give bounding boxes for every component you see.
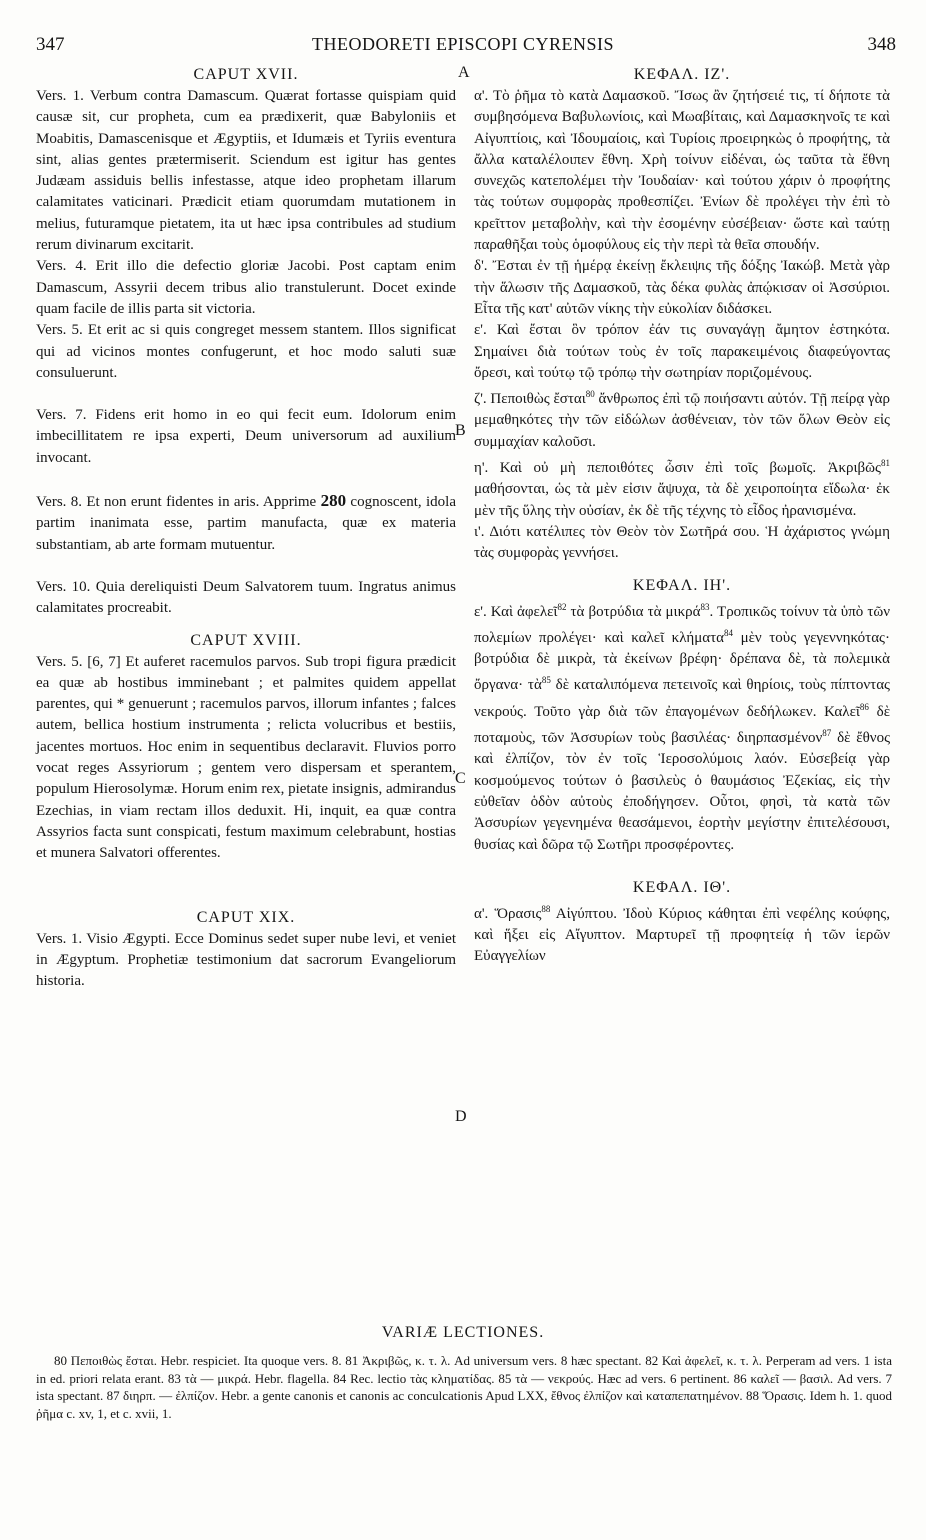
caput-17-heading: CAPUT XVII. — [193, 66, 299, 83]
margin-letter-c: C — [455, 770, 466, 787]
latin-paragraph-part: cognoscent, idola partim inanimata esse, partim manufacta, quæ ex materia substantiam, ab arte formam mutuentur. — [36, 494, 456, 553]
greek-paragraph: δ'. Ἔσται ἐν τῇ ἡμέρᾳ ἐκείνῃ ἔκλειψις τῆς δόξης Ἰακώβ. Μετὰ γὰρ τὴν ἅλωσιν τῆς Δαμασκοῦ, τὰς δέκα φυλὰς ἀπῴκισαν οἱ Ἀσσύριοι. Εἶτα τῆς κατ' αὐτῶν νίκης τὴν εὐκολίαν διδάσκει. — [474, 258, 890, 317]
greek-paragraph-part: τὰ βοτρύδια τὰ μικρά — [570, 603, 701, 620]
footnote-ref: 85 — [541, 675, 551, 686]
page-header — [0, 34, 926, 62]
greek-paragraph: ε'. Καὶ ἔσται ὃν τρόπον ἐάν τις συναγάγῃ ἄμητον ἑστηκότα. Σημαίνει διὰ τούτων τοὺς ἐν τοῖς παρακειμένοις διαφεύγοντας ὄρεσι, καὶ τούτῳ τῷ τρόπῳ τὴν σωτηρίαν ποριζομένους. — [474, 322, 890, 381]
greek-paragraph: ι'. Διότι κατέλιπες τὸν Θεὸν τὸν Σωτῆρά σου. Ἡ ἀχάριστος γνώμη τὰς συμφορὰς γεννήσει. — [474, 523, 890, 562]
greek-paragraph-part: δὲ ποταμοὺς, τῶν Ἀσσυρίων τοὺς βασιλέας· διηρπασμένον — [474, 703, 890, 747]
margin-letter-b: B — [455, 422, 466, 439]
latin-column — [36, 64, 456, 992]
kephal-17-heading: ΚΕΦΑΛ. ΙΖ'. — [633, 66, 731, 83]
greek-paragraph-part: η'. Καὶ οὐ μὴ πεποιθότες ὦσιν ἐπὶ τοῖς βωμοῖς. Ἀκριβῶς — [474, 460, 881, 477]
greek-paragraph-part: ἄνθρωπος ἐπὶ τῷ ποιήσαντι αὐτόν. Τῇ πείρᾳ γὰρ μεμαθηκότες τὴν τῶν εἰδώλων ἀσθένειαν, τὸν τῶν ὅλων Θεὸν εἰς συμμαχίαν καλοῦσι. — [474, 391, 891, 450]
greek-paragraph-part: Αἰγύπτου. Ἰδοὺ Κύριος κάθηται ἐπὶ νεφέλης κούφης, καὶ ἥξει εἰς Αἴγυπτον. Μαρτυρεῖ τῇ προφητείᾳ ἡ τῶν ἱερῶν Εὐαγγελίων — [474, 905, 890, 965]
footnote-ref: 82 — [557, 601, 567, 612]
page-number-left: 347 — [36, 34, 65, 55]
greek-paragraph-part: μὲν τοὺς γεγεννηκότας· βοτρύδια δὲ μικρὰ, τὰ ἐκείνων βρέφη· δρέπανα δὲ, τὰ πολεμικὰ ὄργανα· τὰ — [474, 629, 890, 694]
latin-paragraph: Vers. 5. Et erit ac si quis congreget messem stantem. Illos significat qui ad vicinos montes confugerunt, et hoc modo saluti suæ consuluerunt. — [36, 322, 456, 381]
footnote-ref: 86 — [859, 701, 869, 712]
greek-paragraph-part: . Τροπικῶς τοίνυν τὰ ὑπὸ τῶν πολεμίων προλέγει· καὶ καλεῖ κλήματα — [474, 603, 891, 646]
margin-letter-a: A — [458, 64, 470, 81]
footnote-ref: 84 — [724, 627, 733, 638]
latin-paragraph: Vers. 10. Quia dereliquisti Deum Salvatorem tuum. Ingratus animus calamitates procreabit. — [36, 578, 456, 617]
greek-paragraph — [474, 597, 890, 856]
kephal-18-heading: ΚΕΦΑΛ. ΙΗ'. — [632, 576, 732, 594]
footnote-ref: 80 — [585, 389, 595, 400]
variae-lectiones — [36, 1352, 892, 1422]
running-title: THEODORETI EPISCOPI CYRENSIS — [311, 34, 615, 54]
migne-column-number: 280 — [320, 491, 347, 511]
greek-paragraph-part: ε'. Καὶ ἀφελεῖ — [474, 603, 558, 620]
greek-paragraph-part: μαθήσονται, ὡς τὰ μὲν εἰσιν ἄψυχα, τὰ δὲ χειροποίητα εἴδωλα· ἐκ μὲν τῆς ὕλης τὴν οὐσίαν, ἐκ δὲ τῆς τέχνης τὸ εἶδος ἠρανισμένα. — [474, 481, 890, 519]
footnote-ref: 81 — [881, 458, 890, 469]
page-number-right: 348 — [867, 34, 896, 55]
latin-paragraph-part: Vers. 8. Et non erunt fidentes in aris. Apprime — [36, 494, 317, 511]
footnote-ref: 83 — [700, 601, 710, 612]
latin-paragraph: Vers. 1. Verbum contra Damascum. Quærat fortasse quispiam quid causæ sit, cur propheta, cum ea prædixerit, quæ Babyloniis et Moabitis, Damascenisque et Ægyptiis, et Idumæis et Tyriis eventura sint, alias gentes prætermiserit. Sciendum est igitur has gentes Judæam assiduis bellis infestasse, atque ideo prophetam illarum calamitates vaticinari. Prædicit etiam quorumdam mutationem in melius, futuramque pietatem, ita ut hæc ipsa contribules ad studium rerum divinarum excitarit. — [36, 88, 456, 254]
latin-paragraph: Vers. 7. Fidens erit homo in eo qui fecit eum. Idolorum enim imbecillitatem re ipsa experti, Deum universorum ad auxilium invocant. — [36, 407, 456, 466]
footnote-ref: 88 — [541, 903, 551, 914]
greek-paragraph — [474, 453, 890, 522]
latin-paragraph: Vers. 1. Visio Ægypti. Ecce Dominus sedet super nube levi, et veniet in Ægyptum. Prophetiæ testimonium dat sacrorum Evangeliorum historia. — [36, 930, 456, 990]
caput-18-heading: CAPUT XVIII. — [190, 631, 302, 649]
greek-paragraph — [474, 384, 890, 453]
greek-paragraph-part: δὲ καταλιπόμενα πετεινοῖς καὶ θηρίοις, τοὺς πίπτοντας νεκρούς. Τοῦτο γὰρ διὰ τῶν ἐπαγομένων δεδήλωκεν. Καλεῖ — [474, 677, 890, 720]
caput-19-heading: CAPUT XIX. — [196, 908, 296, 926]
greek-column — [474, 64, 890, 968]
greek-paragraph-part: δὲ ἔθνος καὶ ἐλπίζον, τὸν ἐν τοῖς Ἱεροσολύμοις λαόν. Εὐσεβείᾳ γὰρ κοσμούμενος τούτων ὁ βασιλεὺς ὁ θαυμάσιος Ἐζεκίας, εἰς τὴν εὐθεῖαν ὁδὸν αὐτοὺς ἐποδήγησεν. Οὗτοι, φησὶ, τὰ κατὰ τῶν Ἀσσυρίων γεγενημένα θεασάμενοι, ἑορτὴν μεγίστην ἐπιτελέσουσι, θυσίας καὶ δῶρα τῷ Σωτῆρι προσφέροντες. — [474, 730, 891, 853]
latin-paragraph — [36, 490, 456, 556]
margin-letter-d: D — [455, 1108, 467, 1125]
greek-paragraph — [474, 899, 890, 968]
greek-paragraph: α'. Τὸ ῥῆμα τὸ κατὰ Δαμασκοῦ. Ἴσως ἂν ζητήσειέ τις, τί δήποτε τὰ συμβησόμενα Βαβυλωνίοις, καὶ Μωαβίταις, καὶ Δαμασκηνοῖς τε καὶ Αἰγυπτίοις, καὶ Ἰδουμαίοις, καὶ Τυρίοις προειρηκὼς ὁ προφήτης, τὰ ἄλλα καταλέλοιπεν ἔθνη. Χρὴ τοίνυν εἰδέναι, ὡς ταῦτα τὰ ἔθνη συνεχῶς κατεπολέμει τὴν Ἰουδαίαν· καὶ τούτου χάριν ὁ προφήτης τὰς τούτων συμφορὰς προθεσπίζει. Ἐνίων δὲ προλέγει τὴν ἐπὶ τὸ κρεῖττον μεταβολὴν, καὶ τὴν ἐσομένην εὐσέβειαν· ὥστε καὶ ταύτῃ παραθῆξαι τοὺς ὁμοφύλους εἰς τὴν περὶ τὰ θεῖα σπουδήν. — [474, 88, 890, 254]
kephal-19-heading: ΚΕΦΑΛ. ΙΘ'. — [632, 878, 732, 896]
greek-paragraph-part: ζ'. Πεποιθὼς ἔσται — [474, 391, 586, 408]
variae-lectiones-heading: VARIÆ LECTIONES. — [381, 1324, 545, 1341]
greek-paragraph-part: α'. Ὅρασις — [474, 905, 542, 922]
footnote-ref: 87 — [822, 728, 832, 739]
latin-paragraph: Vers. 5. [6, 7] Et auferet racemulos parvos. Sub tropi figura prædicit ea quæ ab hostibus imminebant ; et palmites quidem appellat parentes, qui * genuerunt ; racemulos parvos, illorum infantes ; falces autem, bellica hostium instrumenta ; relicta volucribus et bestiis, jacentes mortuos. Hoc enim in sequentibus declaravit. Fluvios porro vocat reges Assyriorum ; gentem vero dispersam et sperantem, populum Hierosolymæ. Horum enim rex, pietate insignis, admirandus Ezechias, in viam rectam illos deduxit. Hi, inquit, ea quæ contra Assyrios facta sunt conspicati, festum maximum celebrabunt, hostias et munera Salvatori offerentes. — [36, 653, 456, 862]
latin-paragraph: Vers. 4. Erit illo die defectio gloriæ Jacobi. Post captam enim Damascum, Assyrii decem tribus alio transtulerunt. Docet exinde quam facile de illis parta sit victoria. — [36, 258, 456, 317]
footnote-text: 80 Πεποιθὼς ἔσται. Hebr. respiciet. Ita quoque vers. 8. 81 Ἀκριβῶς, κ. τ. λ. Ad universum vers. 8 hæc spectant. 82 Καὶ ἀφελεῖ, κ. τ. λ. Perperam ad vers. 1 ista in ed. priori relata erant. 83 τὰ — μικρά. Hebr. flagella. 84 Rec. lectio τὰς κληματίδας. 85 τὰ — νεκρούς. Hæc ad vers. 6 pertinent. 86 καλεῖ — βασιλ. Ad vers. 7 ista spectant. 87 διηρπ. — ἐλπίζον. Hebr. a gente canonis et canonis ac conculcationis Apud LXX, ἔθνος ἐλπίζον καὶ καταπεπατημένον. 88 Ὅρασις. Idem h. 1. quod ῥῆμα c. xv, 1, et c. xvii, 1. — [36, 1353, 892, 1421]
